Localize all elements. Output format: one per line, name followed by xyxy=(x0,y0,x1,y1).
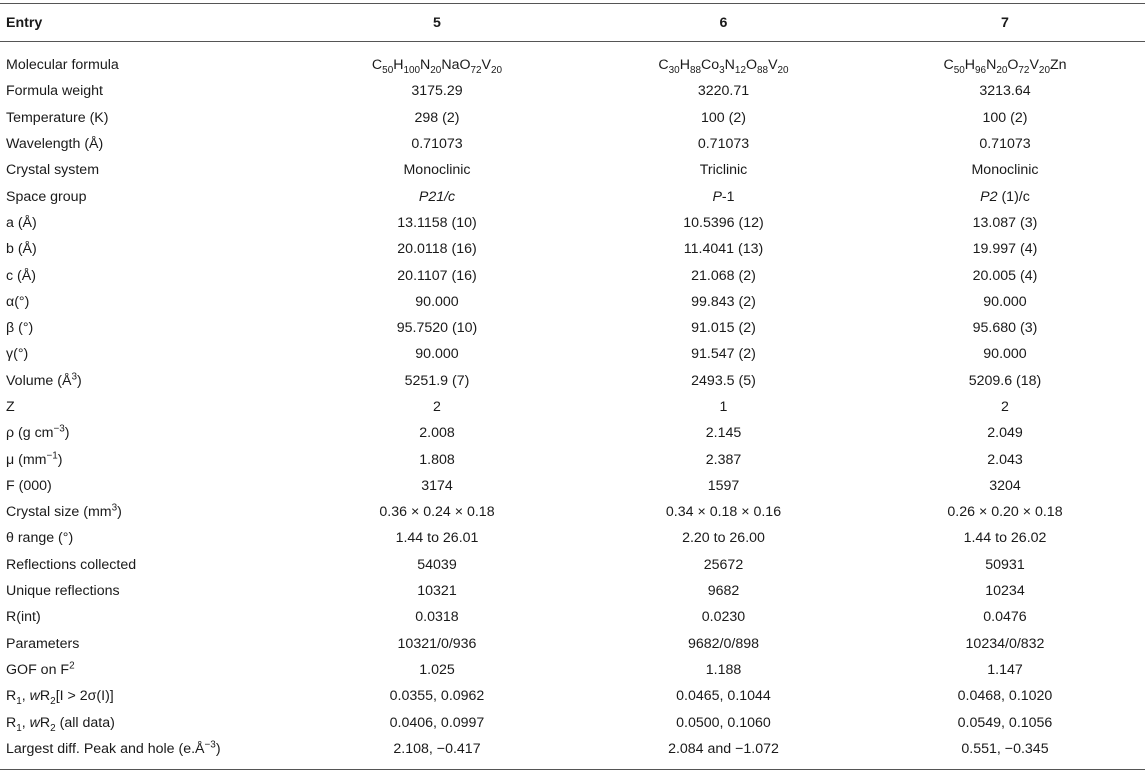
value-compound-7: 0.0549, 0.1056 xyxy=(957,714,1053,731)
value-compound-6: 100 (2) xyxy=(701,109,746,126)
table-row xyxy=(0,105,1145,131)
value-compound-6: 3220.71 xyxy=(697,83,750,100)
value-compound-5: $C_{50}H_{100}N_{20}NaO_{72}V_{20}$ xyxy=(371,57,503,76)
row-label: μ $(mm^{-1})$ xyxy=(6,449,63,468)
value-compound-5: 298 (2) xyxy=(414,109,460,126)
row-label: F (000) xyxy=(6,477,52,494)
header-row xyxy=(0,4,1145,42)
value-compound-5: 1.808 xyxy=(419,451,455,468)
value-compound-7: 0.551, −0.345 xyxy=(961,740,1049,757)
value-compound-6: 9682/0/898 xyxy=(687,635,759,652)
value-compound-6: 2.084 and −1.072 xyxy=(668,740,779,757)
value-compound-5: 90.000 xyxy=(415,293,459,310)
table-row xyxy=(0,709,1145,735)
value-compound-7: 13.087 (3) xyxy=(972,214,1038,231)
value-compound-7: $C_{50}H_{96}N_{20}O_{72}V_{20}Zn$ xyxy=(943,57,1067,76)
row-label: Largest diff. Peak and hole $(e.Å^{-3})$ xyxy=(6,739,221,757)
value-compound-7: 3204 xyxy=(989,477,1021,494)
row-label: c (Å) xyxy=(6,267,36,284)
value-compound-5: 10321/0/936 xyxy=(397,635,477,652)
value-compound-5: 54039 xyxy=(417,556,457,573)
table-row xyxy=(0,289,1145,315)
row-label: Molecular formula xyxy=(6,57,119,74)
table-row xyxy=(0,183,1145,209)
value-compound-7: 90.000 xyxy=(983,293,1027,310)
table-row xyxy=(0,157,1145,183)
value-compound-6: $C_{30}H_{88}Co_3N_{12}O_{88}V_{20}$ xyxy=(658,57,789,76)
table-row xyxy=(0,736,1145,770)
header-compound-7: 7 xyxy=(1001,14,1009,31)
row-label: ρ (g $cm^{-3}$) xyxy=(6,423,70,442)
value-compound-5: 0.0318 xyxy=(415,609,459,626)
value-compound-6: 9682 xyxy=(707,583,740,600)
table-row xyxy=(0,578,1145,604)
row-label: θ range (°) xyxy=(6,530,74,547)
value-compound-7: 5209.6 (18) xyxy=(968,372,1042,389)
value-compound-7: 90.000 xyxy=(983,346,1027,363)
value-compound-7: 1.44 to 26.02 xyxy=(963,530,1047,547)
value-compound-5: 1.44 to 26.01 xyxy=(395,530,479,547)
value-compound-6: 2.145 xyxy=(705,425,742,442)
row-label: Z xyxy=(6,399,15,415)
value-compound-6: 0.0230 xyxy=(701,609,746,626)
table-row xyxy=(0,131,1145,157)
table-row xyxy=(0,341,1145,367)
value-compound-6: 91.015 (2) xyxy=(691,320,756,337)
value-compound-6: 0.0465, 0.1044 xyxy=(676,688,771,705)
table-row xyxy=(0,683,1145,709)
table-row xyxy=(0,499,1145,525)
row-label: α(°) xyxy=(6,293,30,310)
value-compound-5: 5251.9 (7) xyxy=(404,372,470,389)
value-compound-6: 2.387 xyxy=(705,451,742,468)
table-row xyxy=(0,236,1145,262)
table-row xyxy=(0,78,1145,104)
row-label: Volume $(Å^3)$ xyxy=(6,370,82,389)
value-compound-5: Monoclinic xyxy=(403,162,471,179)
row-label: Reflections collected xyxy=(6,556,137,573)
row-label: Unique reflections xyxy=(6,583,120,600)
value-compound-6: 0.71073 xyxy=(697,136,750,153)
header-compound-6: 6 xyxy=(719,14,728,31)
table-row xyxy=(0,552,1145,578)
table-row xyxy=(0,631,1145,657)
row-label: Crystal system xyxy=(6,162,100,179)
value-compound-7: 100 (2) xyxy=(982,109,1028,126)
value-compound-5: 1.025 xyxy=(419,661,455,678)
value-compound-5: 20.0118 (16) xyxy=(397,241,477,258)
table-row xyxy=(0,368,1145,394)
value-compound-7: Monoclinic xyxy=(971,162,1039,179)
value-compound-7: 95.680 (3) xyxy=(972,320,1038,337)
row-label: γ(°) xyxy=(6,346,29,363)
row-label: $R_1$, $wR_2$ (all data) xyxy=(6,714,115,734)
row-label: Parameters xyxy=(6,635,80,652)
value-compound-5: 3175.29 xyxy=(411,83,463,100)
value-compound-5: 2.108, −0.417 xyxy=(393,740,481,757)
value-compound-7: 2.049 xyxy=(987,425,1023,442)
table-body xyxy=(0,42,1145,770)
row-label: a (Å) xyxy=(6,214,37,231)
value-compound-7: P2 (1)/c xyxy=(980,188,1030,205)
value-compound-5: 13.1158 (10) xyxy=(397,214,477,231)
value-compound-6: 91.547 (2) xyxy=(691,346,756,363)
value-compound-7: 0.0476 xyxy=(983,609,1027,626)
row-label: b (Å) xyxy=(6,241,37,258)
table-row xyxy=(0,210,1145,236)
row-label: β (°) xyxy=(6,320,34,337)
value-compound-7: 0.71073 xyxy=(979,136,1031,153)
value-compound-7: 3213.64 xyxy=(979,83,1031,100)
row-label: R(int) xyxy=(6,609,41,626)
row-label: Temperature (K) xyxy=(6,109,109,126)
table-row xyxy=(0,42,1145,79)
row-label: GOF on $F^2$ xyxy=(6,660,75,678)
value-compound-6: 2493.5 (5) xyxy=(691,372,756,389)
value-compound-5: 10321 xyxy=(417,583,457,600)
table-row xyxy=(0,525,1145,551)
value-compound-7: 50931 xyxy=(985,556,1025,573)
header-entry: Entry xyxy=(6,14,43,31)
value-compound-6: 1597 xyxy=(707,477,740,494)
value-compound-5: 2 xyxy=(433,399,441,415)
row-label: Crystal size $(mm^3)$ xyxy=(6,502,122,521)
table-row xyxy=(0,394,1145,420)
value-compound-5: 0.71073 xyxy=(411,136,463,153)
row-label: $R_1$, $wR_2[I > 2\sigma(I)]$ xyxy=(6,688,114,708)
value-compound-6: 10.5396 (12) xyxy=(683,214,764,231)
value-compound-5: 95.7520 (10) xyxy=(396,320,478,337)
value-compound-7: 0.26 × 0.20 × 0.18 xyxy=(947,504,1063,521)
row-label: Space group xyxy=(6,188,87,205)
value-compound-7: 0.0468, 0.1020 xyxy=(957,688,1053,705)
value-compound-7: 2 xyxy=(1001,399,1009,415)
value-compound-6: Triclinic xyxy=(699,162,748,179)
value-compound-5: 20.1107 (16) xyxy=(397,267,477,284)
value-compound-5: 2.008 xyxy=(419,425,455,442)
table-row xyxy=(0,657,1145,683)
value-compound-7: 10234 xyxy=(985,583,1025,600)
value-compound-6: 11.4041 (13) xyxy=(683,241,764,258)
value-compound-5: P21/c xyxy=(418,188,456,205)
value-compound-7: 19.997 (4) xyxy=(972,241,1038,258)
value-compound-6: 1 xyxy=(719,399,728,415)
value-compound-6: 0.0500, 0.1060 xyxy=(676,714,771,731)
crystal-data-table xyxy=(0,3,1145,770)
value-compound-7: 1.147 xyxy=(987,661,1023,678)
value-compound-6: 1.188 xyxy=(705,661,742,678)
value-compound-6: 2.20 to 26.00 xyxy=(682,530,765,547)
value-compound-7: 2.043 xyxy=(987,451,1023,468)
value-compound-6: 99.843 (2) xyxy=(691,293,756,310)
value-compound-7: 10234/0/832 xyxy=(965,635,1045,652)
table-row xyxy=(0,446,1145,472)
table-row xyxy=(0,262,1145,288)
table-row xyxy=(0,420,1145,446)
table-row xyxy=(0,315,1145,341)
table-row xyxy=(0,604,1145,630)
value-compound-5: 0.0355, 0.0962 xyxy=(389,688,485,705)
value-compound-7: 20.005 (4) xyxy=(972,267,1038,284)
value-compound-6: 21.068 (2) xyxy=(691,267,756,284)
header-compound-5: 5 xyxy=(433,14,441,31)
value-compound-5: 90.000 xyxy=(415,346,459,363)
table-row xyxy=(0,473,1145,499)
value-compound-5: 3174 xyxy=(421,477,453,494)
value-compound-6: 25672 xyxy=(703,556,744,573)
value-compound-5: 0.36 × 0.24 × 0.18 xyxy=(379,504,495,521)
row-label: Wavelength (Å) xyxy=(6,136,104,153)
value-compound-6: P-1 xyxy=(712,188,735,205)
value-compound-6: 0.34 × 0.18 × 0.16 xyxy=(665,504,782,521)
row-label: Formula weight xyxy=(6,83,103,100)
value-compound-5: 0.0406, 0.0997 xyxy=(389,714,485,731)
